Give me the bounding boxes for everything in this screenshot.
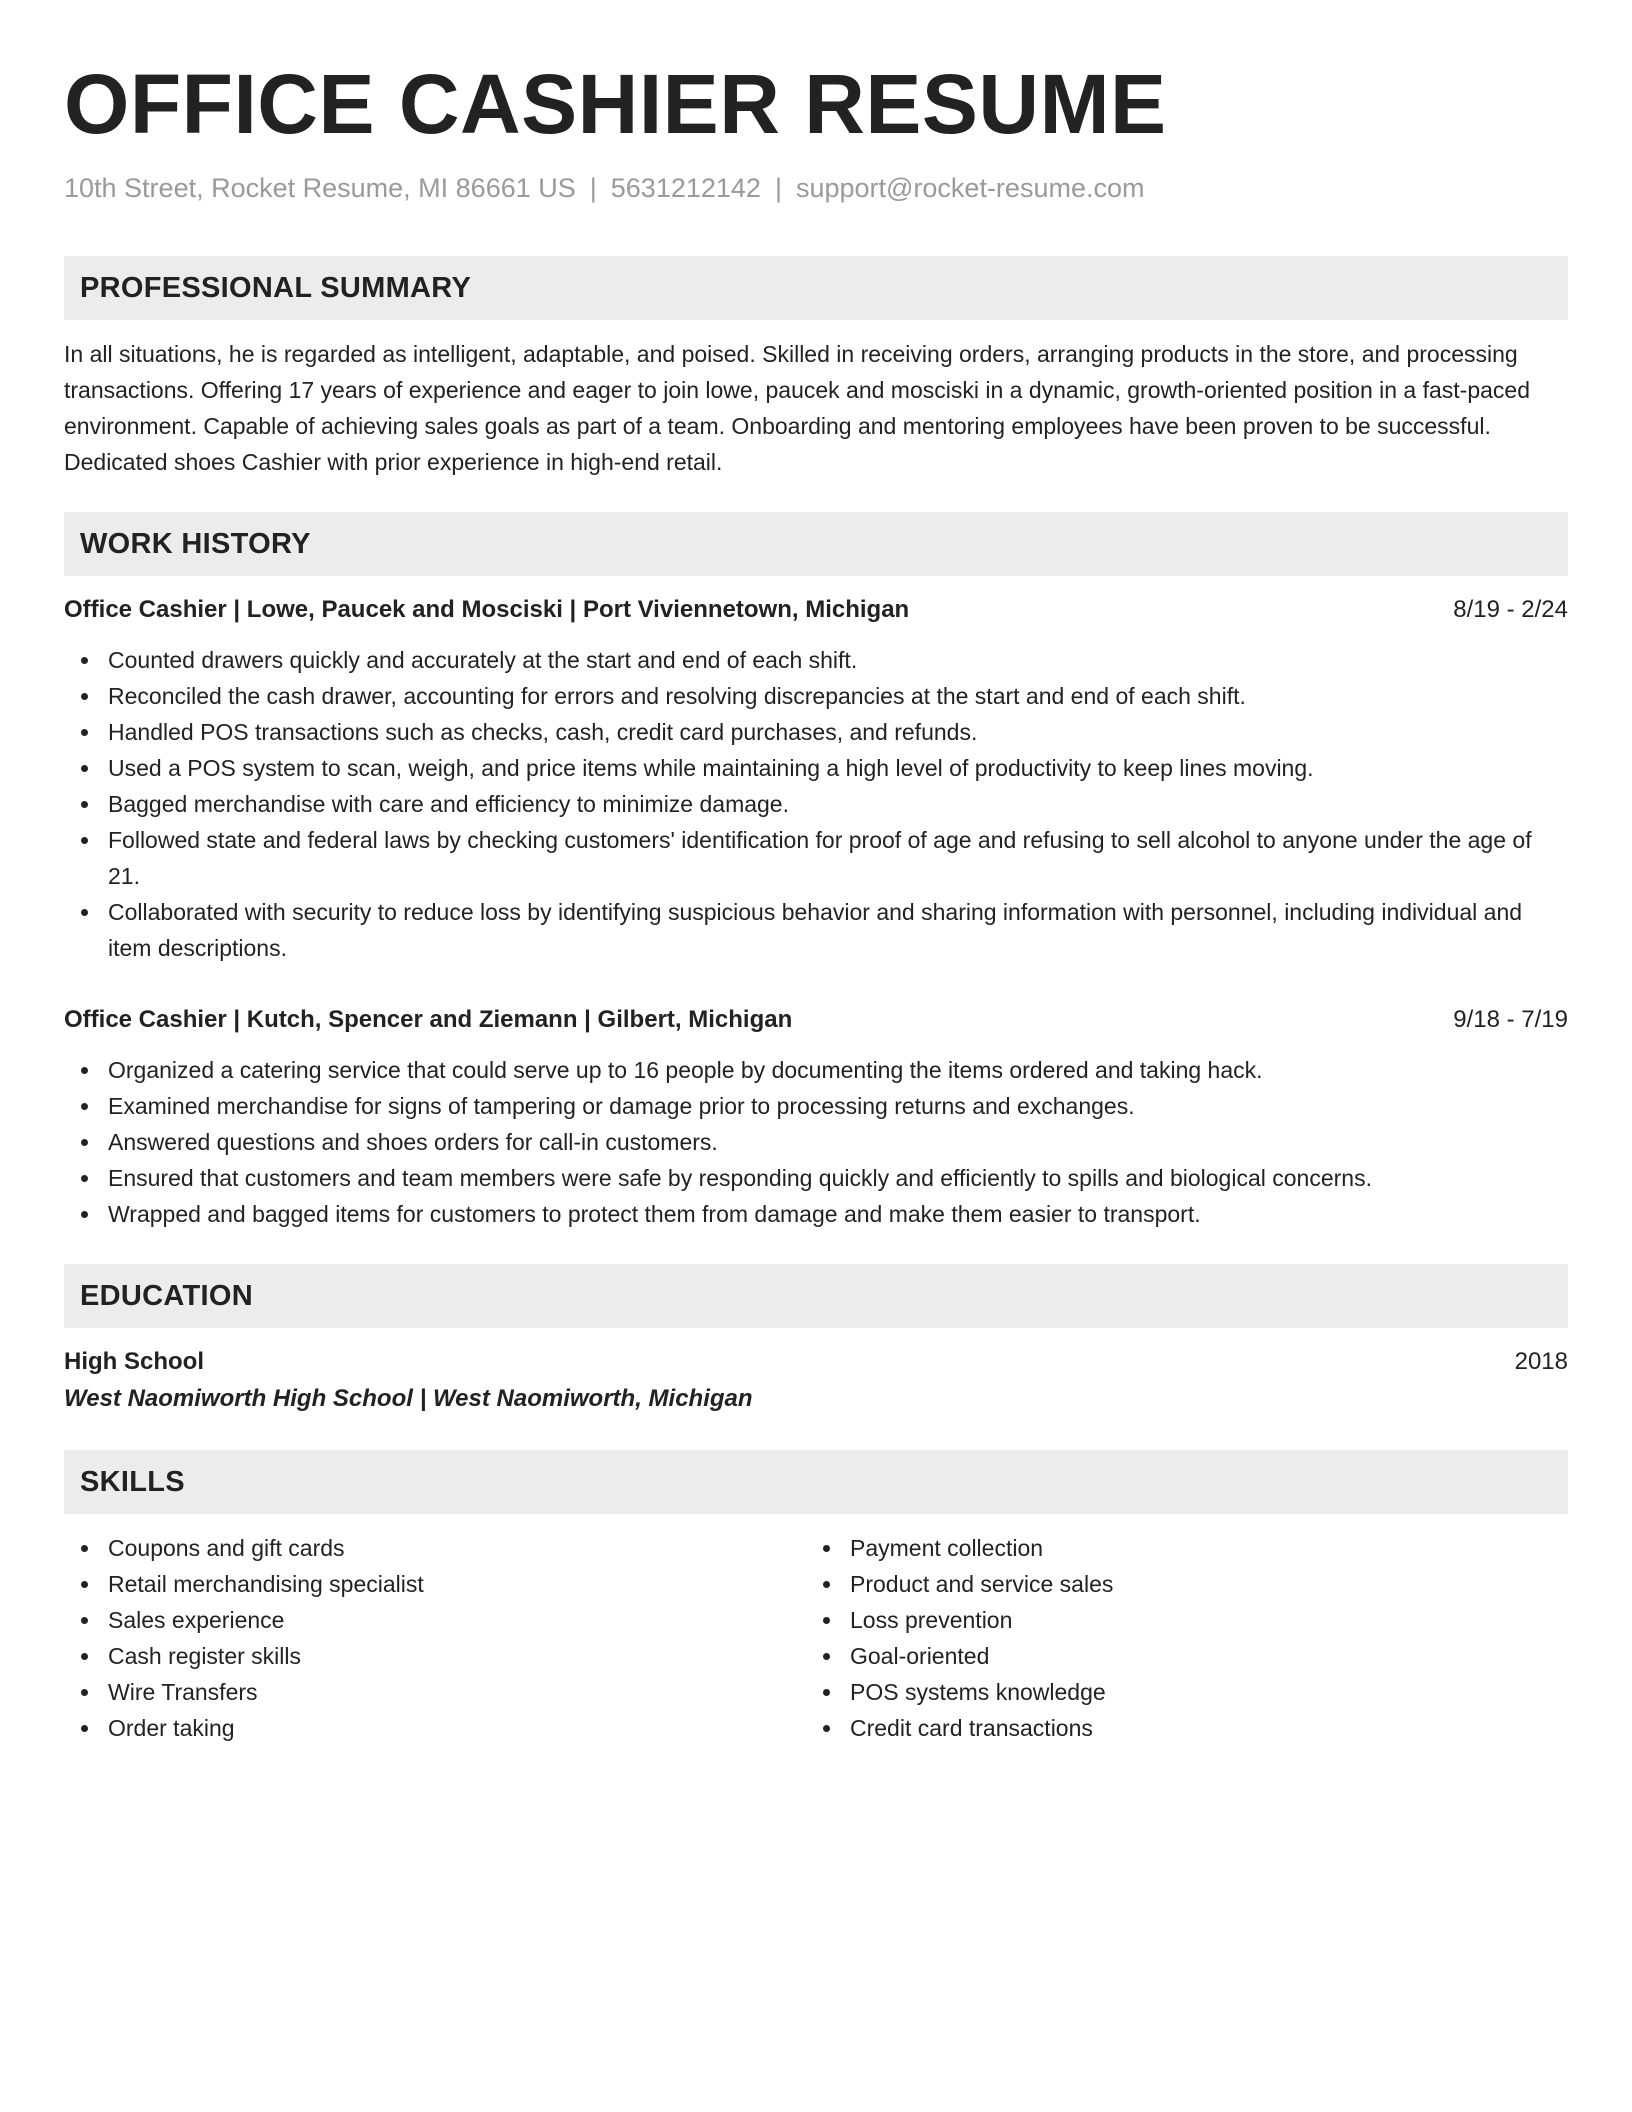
skills-column-left	[64, 1530, 806, 1746]
skills-column-right	[806, 1530, 1548, 1746]
list-item: Sales experience	[64, 1602, 806, 1638]
skills-list	[806, 1530, 1548, 1746]
professional-summary-section	[64, 256, 1568, 480]
list-item: Wrapped and bagged items for customers to protect them from damage and make them easier to transport.	[64, 1196, 1568, 1232]
job-title: Office Cashier | Lowe, Paucek and Mosciski | Port Viviennetown, Michigan	[64, 596, 910, 623]
contact-separator: |	[774, 173, 782, 203]
skills-section	[64, 1450, 1568, 1746]
list-item: Retail merchandising specialist	[64, 1566, 806, 1602]
job-dates: 8/19 - 2/24	[1453, 596, 1568, 623]
skills-list	[64, 1530, 806, 1746]
job-header	[64, 1002, 1568, 1038]
education-degree: High School	[64, 1348, 204, 1375]
list-item: Payment collection	[806, 1530, 1548, 1566]
list-item: Credit card transactions	[806, 1710, 1548, 1746]
list-item: Counted drawers quickly and accurately at the start and end of each shift.	[64, 642, 1568, 678]
list-item: Product and service sales	[806, 1566, 1548, 1602]
list-item: Ensured that customers and team members were safe by responding quickly and efficiently to spills and biological concerns.	[64, 1160, 1568, 1196]
list-item: Bagged merchandise with care and efficiency to minimize damage.	[64, 786, 1568, 822]
list-item: Organized a catering service that could serve up to 16 people by documenting the items ordered and taking hack.	[64, 1052, 1568, 1088]
contact-separator: |	[589, 173, 597, 203]
resume-page	[64, 52, 1568, 1746]
list-item: Coupons and gift cards	[64, 1530, 806, 1566]
list-item: Handled POS transactions such as checks, cash, credit card purchases, and refunds.	[64, 714, 1568, 750]
contact-email: support@rocket-resume.com	[795, 173, 1145, 203]
list-item: Examined merchandise for signs of tampering or damage prior to processing returns and exchanges.	[64, 1088, 1568, 1124]
list-item: Goal-oriented	[806, 1638, 1548, 1674]
list-item: Loss prevention	[806, 1602, 1548, 1638]
education-header	[64, 1344, 1568, 1380]
section-heading-work: WORK HISTORY	[64, 512, 1568, 576]
job-bullets	[64, 642, 1568, 966]
work-history-section	[64, 512, 1568, 1232]
contact-phone: 5631212142	[610, 173, 761, 203]
job-header	[64, 592, 1568, 628]
list-item: Reconciled the cash drawer, accounting for errors and resolving discrepancies at the start and end of each shift.	[64, 678, 1568, 714]
education-school: West Naomiworth High School | West Naomiworth, Michigan	[64, 1385, 753, 1412]
job-entry	[64, 592, 1568, 966]
education-section	[64, 1264, 1568, 1418]
job-dates: 9/18 - 7/19	[1453, 1006, 1568, 1033]
list-item: Followed state and federal laws by checking customers' identification for proof of age and refusing to sell alcohol to anyone under the age of 21.	[64, 822, 1568, 894]
list-item: Wire Transfers	[64, 1674, 806, 1710]
list-item: Cash register skills	[64, 1638, 806, 1674]
contact-address: 10th Street, Rocket Resume, MI 86661 US	[64, 173, 576, 203]
education-year: 2018	[1514, 1348, 1568, 1375]
job-entry	[64, 1002, 1568, 1232]
resume-title: OFFICE CASHIER RESUME	[64, 57, 1167, 151]
job-title: Office Cashier | Kutch, Spencer and Ziemann | Gilbert, Michigan	[64, 1006, 793, 1033]
contact-line	[64, 170, 1568, 206]
list-item: Collaborated with security to reduce loss by identifying suspicious behavior and sharing information with personnel, including individual and item descriptions.	[64, 894, 1568, 966]
job-bullets	[64, 1052, 1568, 1232]
section-heading-summary: PROFESSIONAL SUMMARY	[64, 256, 1568, 320]
summary-text: In all situations, he is regarded as intelligent, adaptable, and poised. Skilled in receiving orders, arranging products in the store, and processing transactions. Offering 17 years of experience and eager to join lowe, paucek and mosciski in a dynamic, growth-oriented position in a fast-paced environment. Capable of achieving sales goals as part of a team. Onboarding and mentoring employees have been proven to be successful. Dedicated shoes Cashier with prior experience in high-end retail.	[64, 341, 1531, 475]
list-item: Answered questions and shoes orders for call-in customers.	[64, 1124, 1568, 1160]
section-heading-skills: SKILLS	[64, 1450, 1568, 1514]
skills-grid	[64, 1530, 1568, 1746]
education-entry	[64, 1344, 1568, 1418]
section-heading-education: EDUCATION	[64, 1264, 1568, 1328]
list-item: Used a POS system to scan, weigh, and price items while maintaining a high level of productivity to keep lines moving.	[64, 750, 1568, 786]
list-item: Order taking	[64, 1710, 806, 1746]
list-item: POS systems knowledge	[806, 1674, 1548, 1710]
